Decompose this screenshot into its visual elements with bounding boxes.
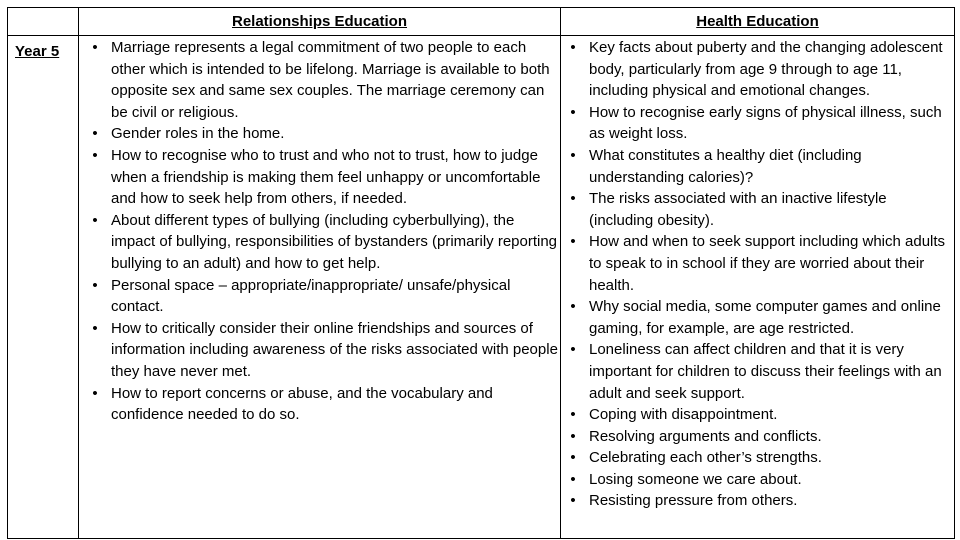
- bullet-icon: •: [570, 492, 576, 510]
- bullet-icon: •: [570, 470, 576, 488]
- bullet-icon: •: [570, 103, 576, 121]
- list-item: [567, 447, 954, 469]
- list-item: [567, 37, 954, 102]
- bullet-icon: •: [570, 233, 576, 251]
- list-item-text: Why social media, some computer games and online gaming, for example, are age restricted.: [589, 298, 941, 337]
- list-item-text: About different types of bullying (including cyberbullying), the impact of bullying, responsibilities of bystanders (primarily reporting bullying to an adult) and how to get help.: [111, 211, 558, 272]
- list-item-text: How to report concerns or abuse, and the vocabulary and confidence needed to do so.: [111, 384, 493, 424]
- list-item-text: Resisting pressure from others.: [589, 492, 798, 510]
- bullet-icon: •: [570, 427, 576, 445]
- list-item-text: Resolving arguments and conflicts.: [589, 427, 822, 445]
- bullet-icon: •: [92, 384, 98, 402]
- bullet-icon: •: [570, 146, 576, 164]
- list-item-text: Loneliness can affect children and that it is very important for children to discuss their feelings with an adult and seek support.: [589, 341, 942, 402]
- bullet-icon: •: [92, 319, 98, 337]
- relationships-cell: [79, 36, 561, 539]
- list-item-text: How to critically consider their online friendships and sources of information including awareness of the risks associated with people they have never met.: [111, 319, 558, 380]
- list-item: [567, 231, 954, 296]
- list-item: [567, 145, 954, 188]
- list-item-text: Personal space – appropriate/inappropriate/ unsafe/physical contact.: [111, 276, 511, 316]
- list-item: [567, 296, 954, 339]
- list-item: [567, 426, 954, 448]
- list-item: [567, 339, 954, 404]
- list-item: [567, 188, 954, 231]
- relationships-list: [79, 36, 560, 426]
- list-item-text: What constitutes a healthy diet (including understanding calories)?: [589, 146, 862, 186]
- health-cell: [561, 36, 955, 539]
- list-item-text: How to recognise early signs of physical illness, such as weight loss.: [589, 103, 942, 143]
- bullet-icon: •: [92, 125, 98, 143]
- list-item: [567, 469, 954, 491]
- relationships-education-header: Relationships Education: [79, 8, 561, 36]
- row-label-year-5: Year 5: [8, 36, 79, 539]
- bullet-icon: •: [92, 39, 98, 56]
- bullet-icon: •: [92, 146, 98, 164]
- list-item-text: How to recognise who to trust and who not to trust, how to judge when a friendship is making them feel unhappy or uncomfortable and how to seek help from others, if needed.: [111, 146, 541, 208]
- list-item-text: Coping with disappointment.: [589, 406, 778, 424]
- bullet-icon: •: [570, 190, 576, 208]
- list-item: [89, 37, 560, 123]
- bullet-icon: •: [570, 449, 576, 467]
- year-5-row: [8, 36, 955, 539]
- bullet-icon: •: [570, 406, 576, 424]
- list-item: [89, 145, 560, 210]
- bullet-icon: •: [570, 298, 576, 316]
- health-list: [561, 36, 954, 512]
- health-education-header: Health Education: [561, 8, 955, 36]
- bullet-icon: •: [570, 341, 576, 359]
- header-row: [8, 8, 955, 36]
- list-item: [89, 383, 560, 426]
- list-item: [89, 123, 560, 145]
- list-item-text: Losing someone we care about.: [589, 470, 802, 488]
- list-item: [567, 490, 954, 512]
- bullet-icon: •: [570, 39, 576, 56]
- corner-cell: [8, 8, 79, 36]
- list-item-text: How and when to seek support including which adults to speak to in school if they are worried about their health.: [589, 233, 946, 294]
- list-item-text: Celebrating each other’s strengths.: [589, 449, 822, 467]
- list-item-text: Key facts about puberty and the changing adolescent body, particularly from age 9 through to age 11, including physical and emotional changes.: [589, 39, 943, 100]
- list-item: [89, 275, 560, 318]
- list-item-text: The risks associated with an inactive lifestyle (including obesity).: [589, 190, 887, 229]
- bullet-icon: •: [92, 276, 98, 294]
- list-item: [89, 318, 560, 383]
- list-item-text: Marriage represents a legal commitment of two people to each other which is intended to be lifelong. Marriage is available to both opposite sex and same sex couples. The marriage ceremony can be civil or religious.: [111, 39, 550, 121]
- list-item: [89, 210, 560, 275]
- list-item: [567, 102, 954, 145]
- list-item: [567, 404, 954, 426]
- bullet-icon: •: [92, 211, 98, 229]
- curriculum-table: [7, 7, 955, 539]
- list-item-text: Gender roles in the home.: [111, 125, 285, 143]
